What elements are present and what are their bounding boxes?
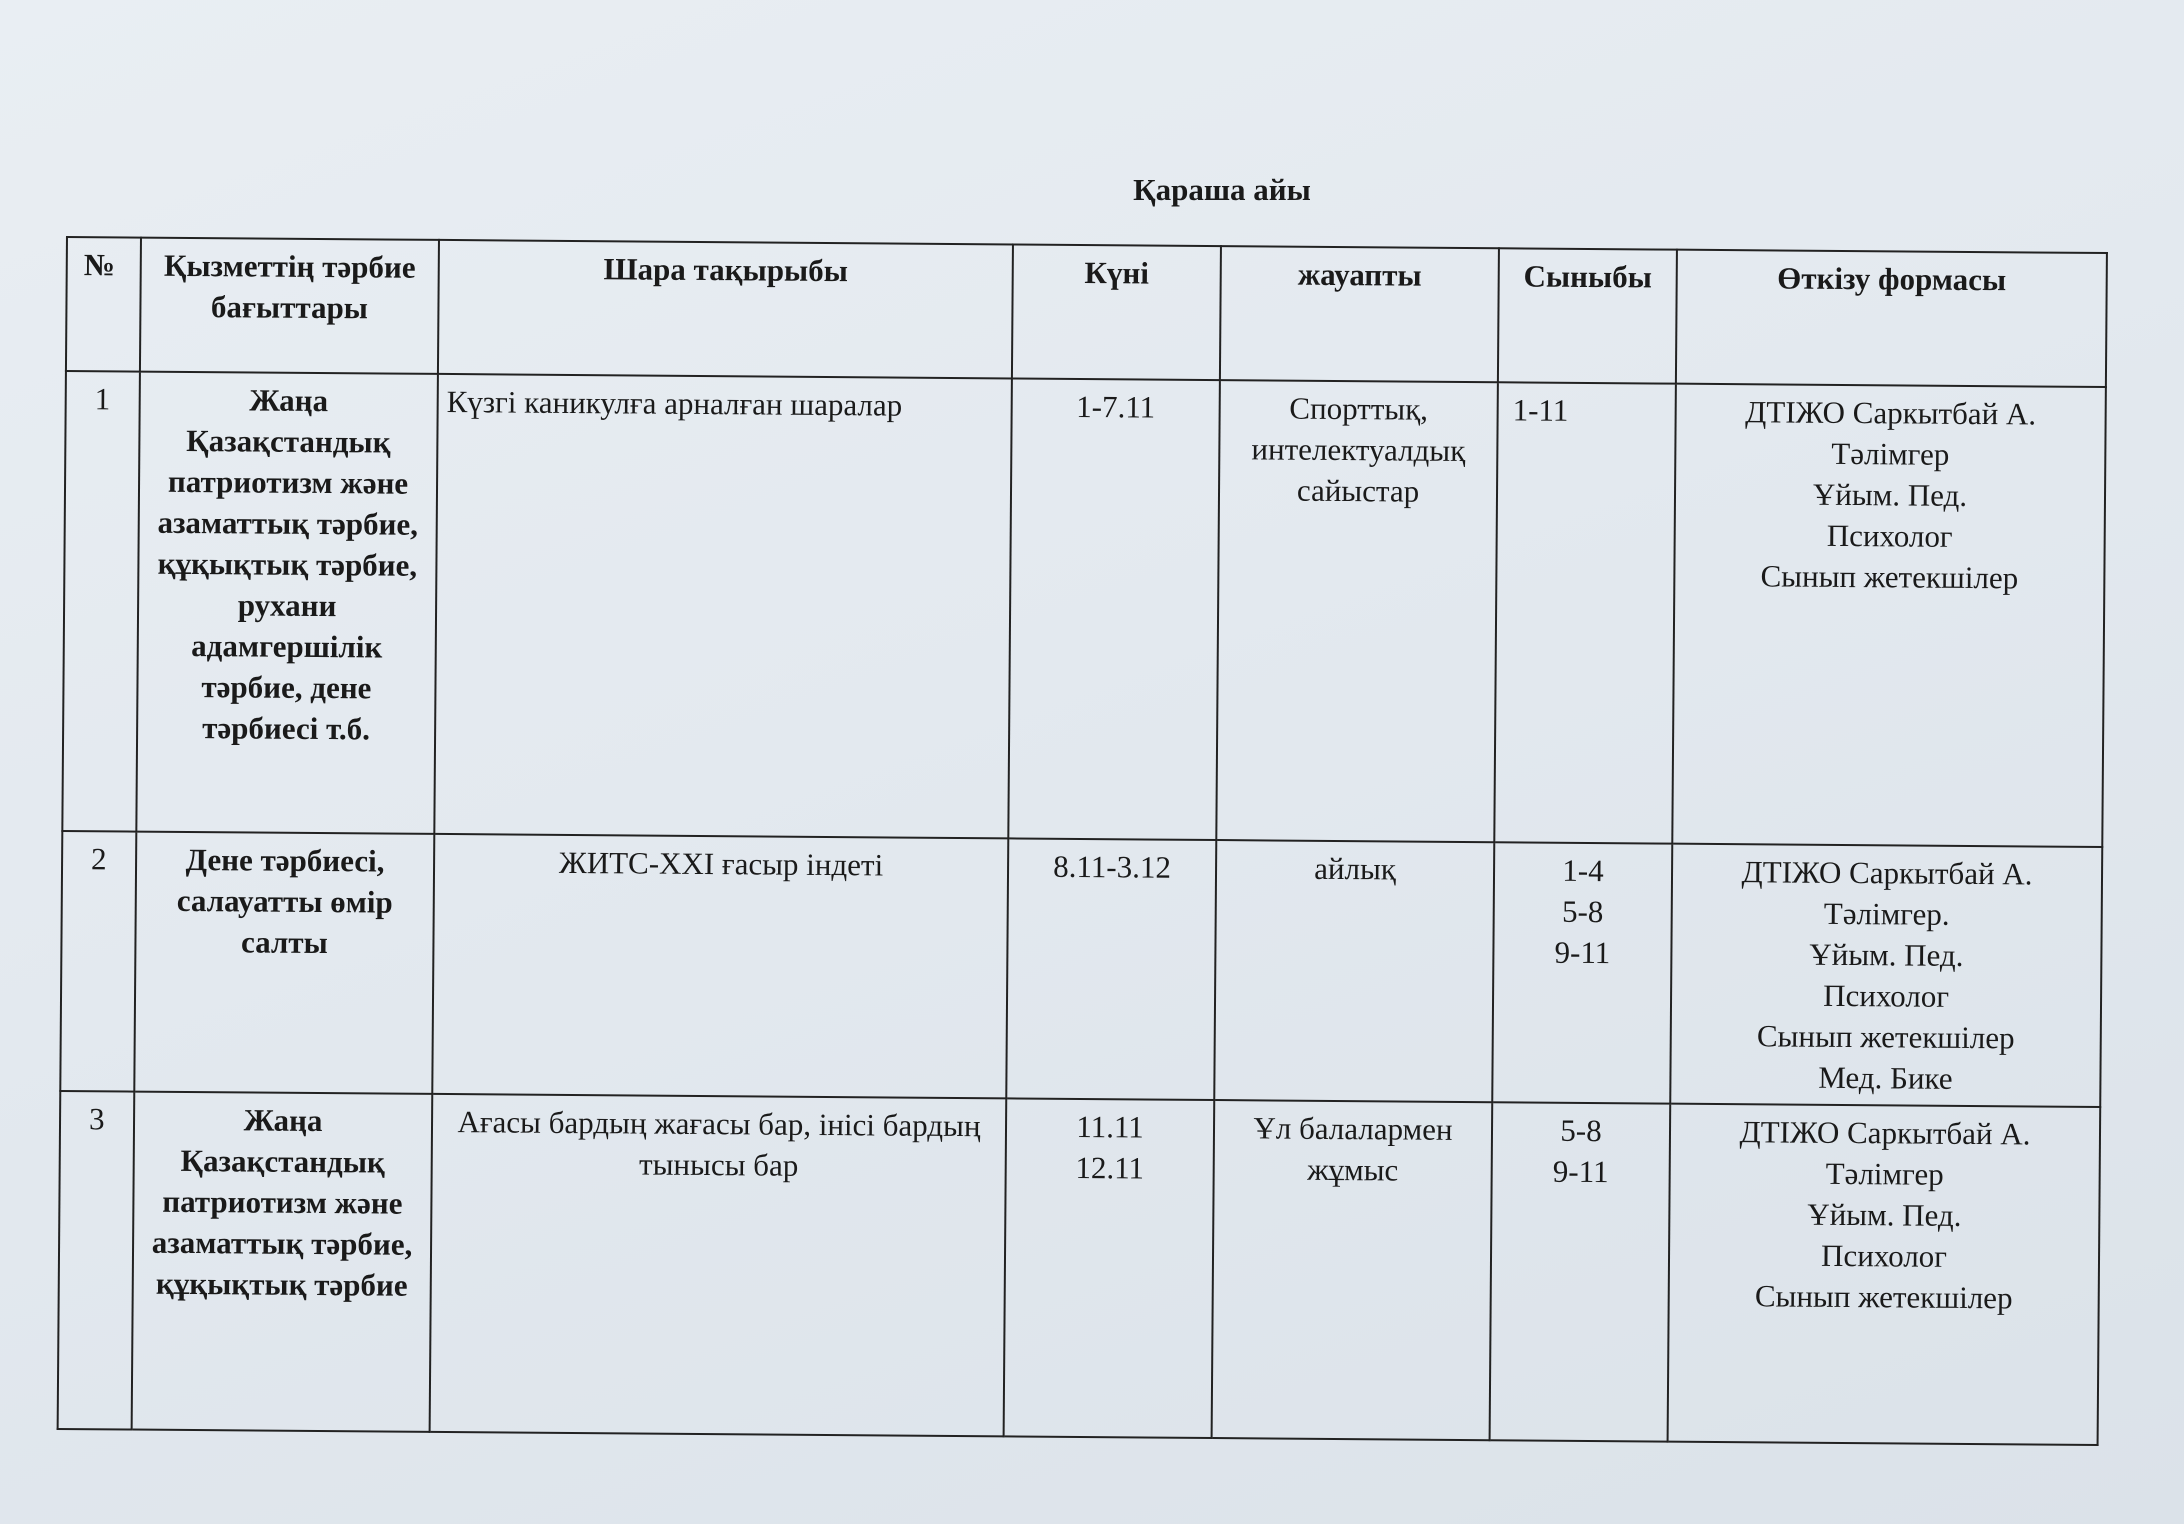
row-date bbox=[1006, 838, 1216, 1100]
row-direction: Жаңа Қазақстандық патриотизм және азаматтық тәрбие, құқықтық тәрбие bbox=[132, 1092, 433, 1432]
row-direction: Жаңа Қазақстандық патриотизм және азаматтық тәрбие, құқықтық тәрбие, рухани адамгершілік тәрбие, дене тәрбиесі т.б. bbox=[136, 372, 438, 834]
row-date bbox=[1004, 1098, 1215, 1438]
date-line: 1-7.11 bbox=[1076, 388, 1156, 425]
class-line: 9-11 bbox=[1554, 934, 1611, 971]
plan-table-wrapper bbox=[57, 236, 2106, 1446]
row-class bbox=[1494, 382, 1676, 843]
row-topic: Ағасы бардың жағасы бар, інісі бардың тынысы бар bbox=[430, 1094, 1007, 1436]
form-line: Ұйым. Пед. bbox=[1812, 476, 1968, 513]
row-class bbox=[1490, 1102, 1671, 1441]
date-line: 11.11 bbox=[1076, 1108, 1144, 1145]
table-row bbox=[58, 1091, 2101, 1445]
form-line: ДТІЖО Саркытбай А. bbox=[1741, 854, 2033, 892]
form-line: ДТІЖО Саркытбай А. bbox=[1739, 1114, 2031, 1152]
form-line: Тәлімгер. bbox=[1823, 895, 1950, 932]
row-responsible: Спорттық, интелектуалдық сайыстар bbox=[1216, 380, 1498, 842]
row-topic: Күзгі каникулға арналған шаралар bbox=[434, 374, 1012, 838]
row-direction: Дене тәрбиесі, салауатты өмір салты bbox=[134, 832, 434, 1094]
form-line: Ұйым. Пед. bbox=[1809, 936, 1964, 973]
form-line: Психолог bbox=[1820, 1237, 1948, 1274]
row-class bbox=[1492, 842, 1672, 1103]
header-responsible: жауапты bbox=[1220, 246, 1499, 382]
date-line: 12.11 bbox=[1075, 1149, 1145, 1186]
header-direction: Қызметтің тәрбие бағыттары bbox=[140, 238, 439, 374]
form-line: Сынып жетекшілер bbox=[1754, 1278, 2013, 1316]
row-num: 3 bbox=[58, 1091, 135, 1430]
form-line: Психолог bbox=[1826, 517, 1953, 554]
class-line: 5-8 bbox=[1561, 893, 1604, 930]
class-line: 9-11 bbox=[1552, 1153, 1609, 1190]
class-line: 1-4 bbox=[1562, 852, 1604, 889]
header-date: Күні bbox=[1012, 244, 1221, 380]
form-line: ДТІЖО Саркытбай А. bbox=[1745, 394, 2037, 432]
class-line: 5-8 bbox=[1560, 1112, 1602, 1149]
row-form bbox=[1672, 384, 2106, 847]
form-line: Сынып жетекшілер bbox=[1756, 1018, 2015, 1056]
header-row bbox=[66, 237, 2107, 387]
form-line: Тәлімгер bbox=[1831, 435, 1950, 472]
row-num: 2 bbox=[60, 831, 136, 1092]
row-form bbox=[1670, 844, 2102, 1107]
form-line: Тәлімгер bbox=[1825, 1155, 1944, 1192]
class-line: 1-11 bbox=[1512, 392, 1569, 428]
header-class: Сыныбы bbox=[1498, 248, 1677, 383]
form-line: Психолог bbox=[1823, 977, 1950, 1014]
table-row bbox=[62, 371, 2106, 847]
row-form bbox=[1668, 1104, 2101, 1445]
form-line: Мед. Бике bbox=[1818, 1059, 1953, 1096]
header-num: № bbox=[66, 237, 141, 372]
page-title: Қараша айы bbox=[1133, 172, 1311, 207]
row-topic: ЖИТС-XXI ғасыр індеті bbox=[432, 834, 1008, 1099]
date-line: 8.11-3.12 bbox=[1053, 848, 1172, 885]
form-line: Сынып жетекшілер bbox=[1760, 558, 2019, 596]
row-responsible: Ұл балалармен жұмыс bbox=[1212, 1100, 1493, 1440]
plan-table bbox=[57, 236, 2108, 1446]
row-num: 1 bbox=[62, 371, 140, 832]
header-topic: Шара тақырыбы bbox=[438, 240, 1013, 379]
table-row bbox=[60, 831, 2102, 1107]
form-line: Ұйым. Пед. bbox=[1807, 1196, 1962, 1233]
row-date bbox=[1008, 378, 1220, 840]
row-responsible: айлық bbox=[1214, 840, 1494, 1102]
header-form: Өткізу формасы bbox=[1676, 250, 2107, 387]
